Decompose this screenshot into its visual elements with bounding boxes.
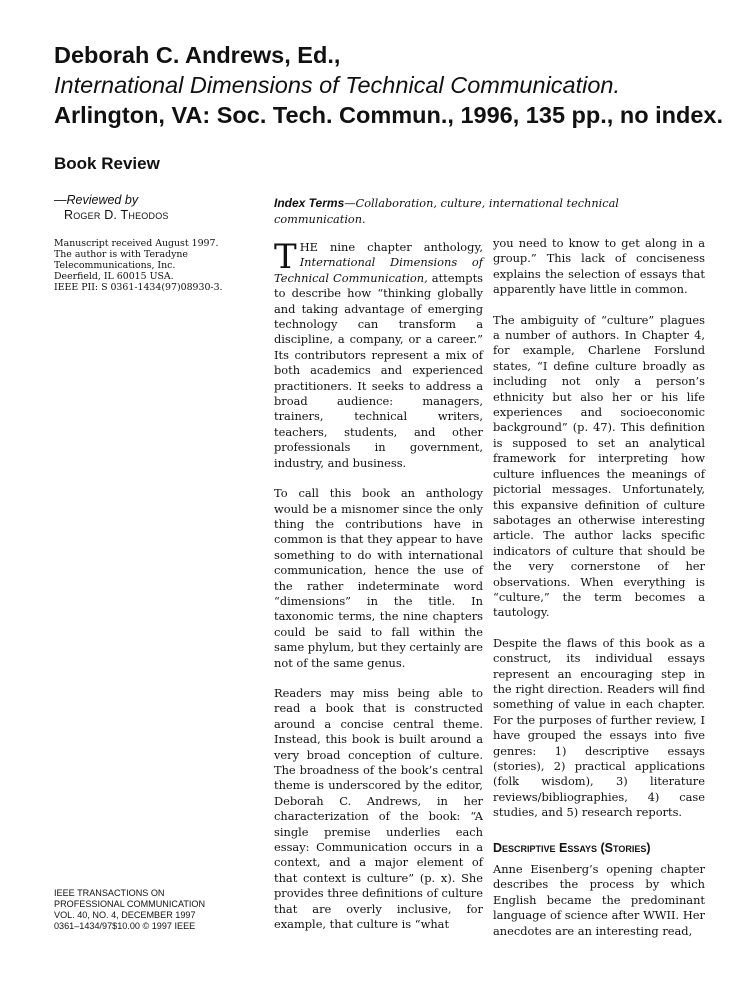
reviewed-by-label: —Reviewed by — [54, 193, 139, 207]
manuscript-line: IEEE PII: S 0361-1434(97)08930-3. — [54, 282, 223, 293]
reviewer-block — [54, 193, 169, 223]
journal-footer — [54, 888, 264, 932]
paragraph: Despite the flaws of this book as a construct, its individual essays represent an encouraging step in the right direction. Readers will find something of value in each chapter. For the purposes of further review, I have grouped the essays into five genres: 1) descriptive essays (stories), 2) practical applications (folk wisdom), 3) literature reviews/bibliographies, 4) case studies, and 5) research reports. — [493, 635, 705, 820]
body-column-right — [493, 236, 705, 954]
citation-publication: Arlington, VA: Soc. Tech. Commun., 1996, 135 pp., no index. — [54, 102, 723, 128]
intro-text-a: nine chapter anthology, — [317, 240, 483, 254]
paragraph: To call this book an anthology would be a misnomer since the only thing the contributions have in common is that they appear to have something to do with international communication, hence the use of the rather indeterminate word “dimensions” in the title. In taxonomic terms, the nine chapters could be said to fall within the same phylum, but they certainly are not of the same genus. — [274, 486, 484, 670]
citation-book-title: International Dimensions of Technical Communication. — [54, 72, 621, 98]
intro-book-title: International Dimensions of Technical Communication, — [274, 255, 483, 285]
index-terms-text: —Collaboration, culture, international technical communication. — [274, 197, 619, 226]
drop-cap: T — [274, 237, 297, 277]
citation-header — [54, 40, 734, 130]
section-heading: Descriptive Essays (Stories) — [493, 840, 651, 855]
intro-text-b: attempts to describe how “thinking globally and taking advantage of emerging technology can transform a discipline, a company, or a career.” Its contributors represent a mix of both academics and experienced practitioners. It seeks to address a broad audience: managers, trainers, technical writers, teachers, students, and other professionals in government, industry, and business. — [274, 270, 484, 470]
manuscript-line: Telecommunications, Inc. — [54, 260, 176, 271]
manuscript-line: The author is with Teradyne — [54, 249, 188, 260]
paragraph-continued: you need to know to get along in a group.” This lack of conciseness explains the selection of essays that apparently have little in common. — [493, 236, 705, 297]
footer-line: 0361–1434/97$10.00 © 1997 IEEE — [54, 921, 196, 931]
reviewer-name: Roger D. Theodos — [64, 208, 169, 222]
index-terms — [274, 196, 706, 227]
citation-editor: Deborah C. Andrews, Ed., — [54, 42, 341, 68]
paragraph: Anne Eisenberg’s opening chapter describes the process by which English became the predominant language of science after WWII. Her anecdotes are an interesting read, — [493, 862, 705, 938]
footer-line: IEEE TRANSACTIONS ON — [54, 888, 165, 898]
manuscript-line: Manuscript received August 1997. — [54, 238, 219, 249]
intro-lead: HE — [299, 240, 318, 254]
paragraph: Readers may miss being able to read a book that is constructed around a concise central theme. Instead, this book is built around a very broad conception of culture. The broadness of the book’s central theme is underscored by the editor, Deborah C. Andrews, in her characterization of the book: “A single premise underlies each essay: Communication occurs in a context, and a major element of that context is culture” (p. x). She provides three definitions of culture that are overly inclusive, for example, that culture is “what — [274, 685, 483, 932]
paragraph-intro — [274, 237, 484, 471]
body-column-left — [274, 237, 484, 947]
paragraph: The ambiguity of “culture” plagues a number of authors. In Chapter 4, for example, Charlene Forslund states, “I define culture broadly as including not only a person’s ethnicity but also her or his life experiences and socioeconomic background” (p. 47). This definition is supposed to set an analytical framework for interpreting how culture influences the meanings of pictorial messages. Unfortunately, this expansive definition of culture sabotages an otherwise interesting article. The author lacks specific indicators of culture that should be the very cornerstone of her observations. When everything is “culture,” the term becomes a tautology. — [493, 312, 705, 620]
manuscript-note — [54, 238, 254, 293]
footer-line: VOL. 40, NO. 4, DECEMBER 1997 — [54, 910, 196, 920]
index-terms-label: Index Terms — [274, 196, 345, 210]
section-label: Book Review — [54, 154, 160, 173]
footer-line: PROFESSIONAL COMMUNICATION — [54, 899, 206, 909]
manuscript-line: Deerfield, IL 60015 USA. — [54, 271, 174, 282]
